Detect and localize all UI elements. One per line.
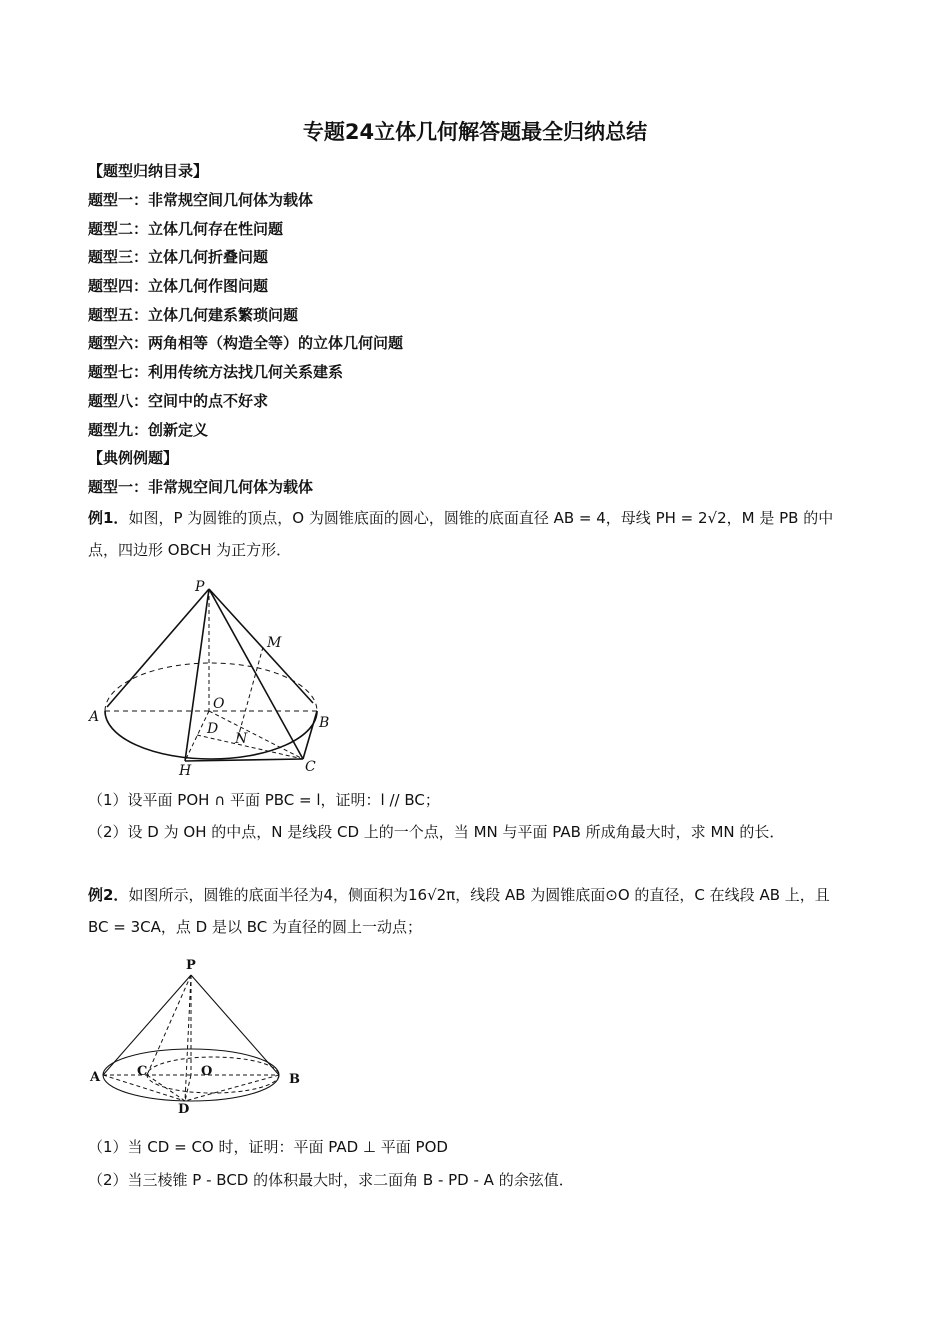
toc-item-1: 题型一：非常规空间几何体为载体	[88, 191, 314, 209]
fig2-label-p: P	[186, 958, 196, 973]
figure-1-cone	[85, 575, 345, 780]
figure-2-cone	[85, 953, 315, 1118]
fig1-label-c: C	[305, 759, 316, 775]
example-2-question-1: （1）当 CD = CO 时，证明：平面 PAD ⊥ 平面 POD	[88, 1138, 448, 1156]
fig2-label-a: A	[90, 1070, 101, 1085]
toc-item-9: 题型九：创新定义	[88, 421, 209, 439]
section-heading: 题型一：非常规空间几何体为载体	[88, 478, 314, 496]
fig1-label-m: M	[267, 635, 282, 651]
fig2-label-d: D	[178, 1102, 190, 1117]
toc-item-7: 题型七：利用传统方法找几何关系建系	[88, 363, 344, 381]
fig2-label-o: O	[201, 1064, 213, 1079]
toc-item-4: 题型四：立体几何作图问题	[88, 277, 269, 295]
example-1-question-2: （2）设 D 为 OH 的中点，N 是线段 CD 上的一个点，当 MN 与平面 PAB 所成角最大时，求 MN 的长．	[88, 823, 785, 841]
toc-item-5: 题型五：立体几何建系繁琐问题	[88, 306, 299, 324]
example-1	[88, 502, 848, 566]
fig2-label-b: B	[289, 1072, 300, 1087]
fig1-label-d: D	[207, 721, 219, 737]
example-1-text: 如图，P 为圆锥的顶点，O 为圆锥底面的圆心，圆锥的底面直径 AB = 4，母线 PH = 2√2，M 是 PB 的中点，四边形 OBCH 为正方形．	[88, 509, 834, 559]
toc-item-8: 题型八：空间中的点不好求	[88, 392, 269, 410]
example-2-question-2: （2）当三棱锥 P - BCD 的体积最大时，求二面角 B - PD - A 的余弦值．	[88, 1171, 574, 1189]
toc-item-2: 题型二：立体几何存在性问题	[88, 220, 284, 238]
page-title: 专题24立体几何解答题最全归纳总结	[302, 120, 648, 144]
fig1-label-a: A	[89, 709, 100, 725]
example-2-label: 例2．	[88, 886, 129, 904]
fig1-label-b: B	[319, 715, 330, 731]
example-1-label: 例1．	[88, 509, 129, 527]
fig1-label-o: O	[213, 696, 225, 712]
fig1-label-h: H	[179, 763, 192, 779]
example-1-question-1: （1）设平面 POH ∩ 平面 PBC = l，证明：l // BC；	[88, 791, 440, 809]
fig1-label-p: P	[195, 579, 205, 595]
fig2-label-c: C	[137, 1064, 148, 1079]
toc-item-3: 题型三：立体几何折叠问题	[88, 248, 269, 266]
toc-heading: 【题型归纳目录】	[88, 162, 209, 180]
example-2	[88, 879, 848, 943]
examples-heading: 【典例例题】	[88, 449, 179, 467]
example-2-text: 如图所示，圆锥的底面半径为4，侧面积为16√2π，线段 AB 为圆锥底面⊙O 的直径，C 在线段 AB 上，且 BC = 3CA，点 D 是以 BC 为直径的圆上一动点；	[88, 886, 830, 936]
toc-item-6: 题型六：两角相等（构造全等）的立体几何问题	[88, 334, 404, 352]
fig1-label-n: N	[235, 731, 248, 747]
